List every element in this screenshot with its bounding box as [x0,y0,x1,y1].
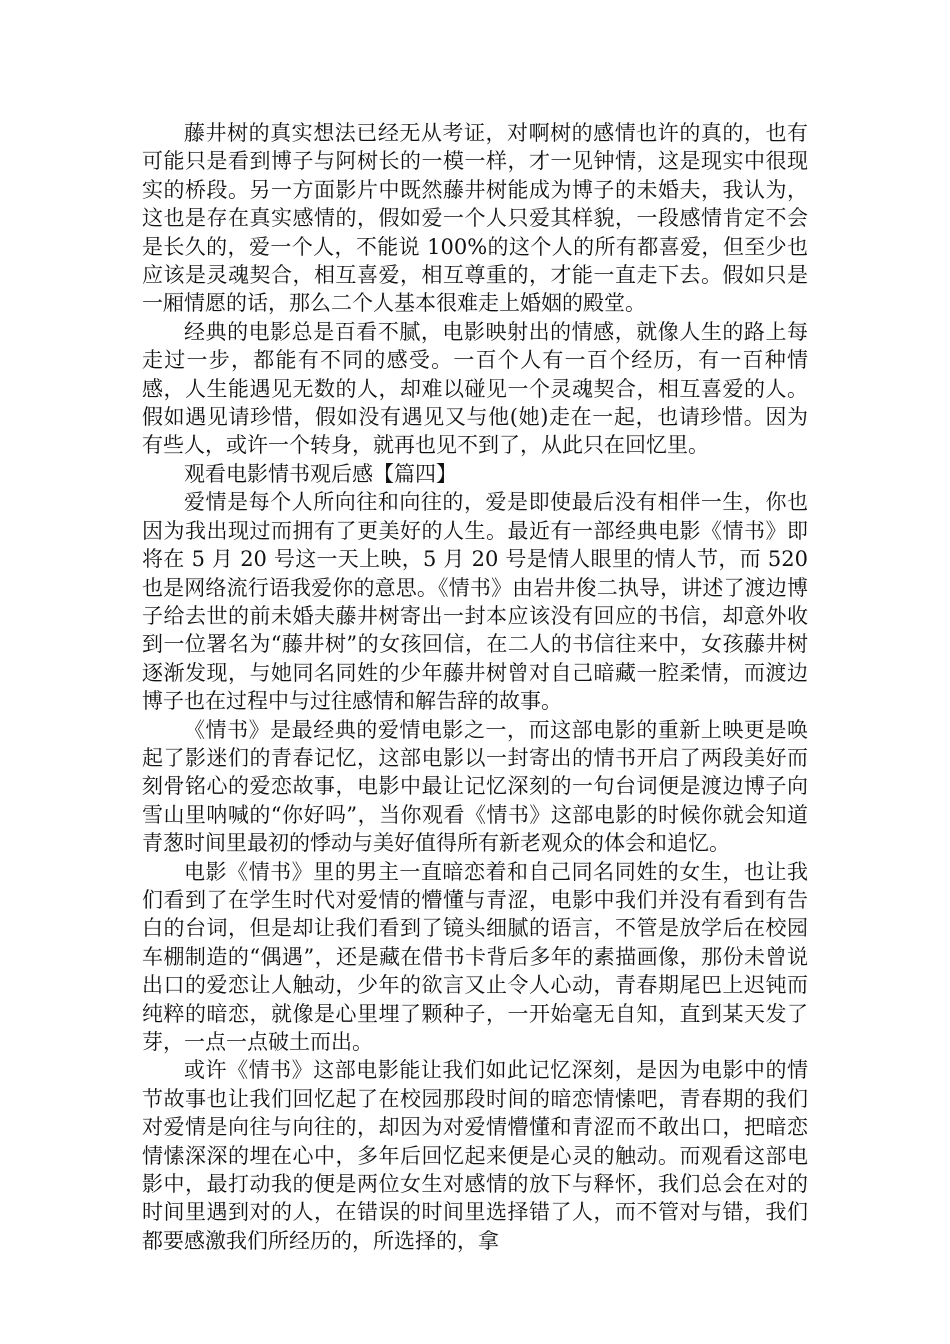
paragraph-6: 或许《情书》这部电影能让我们如此记忆深刻，是因为电影中的情节故事也让我们回忆起了在校园那段时间的暗恋情愫吧，青春期的我们对爱情是向往与向往的，却因为对爱情懵懂和青涩而不敢出口，把暗恋情愫深深的埋在心中，多年后回忆起来便是心灵的触动。而观看这部电影中，最打动我的便是两位女生对感情的放下与释怀，我们总会在对的时间里遇到对的人，在错误的时间里选择错了人，而不管对与错，我们都要感激我们所经历的，所选择的，拿 [142,1058,808,1253]
section-heading: 观看电影情书观后感【篇四】 [184,461,457,486]
paragraph-1: 藤井树的真实想法已经无从考证，对啊树的感情也许的真的，也有可能只是看到博子与阿树长的一模一样，才一见钟情，这是现实中很现实的桥段。另一方面影片中既然藤井树能成为博子的未婚夫，我认为，这也是存在真实感情的，假如爱一个人只爱其样貌，一段感情肯定不会是长久的，爱一个人，不能说 100%的这个人的所有都喜爱，但至少也应该是灵魂契合，相互喜爱，相互尊重的，才能一直走下去。假如只是一厢情愿的话，那么二个人基本很难走上婚姻的殿堂。 [142,121,808,316]
paragraph-2: 经典的电影总是百看不腻，电影映射出的情感，就像人生的路上每走过一步，都能有不同的感受。一百个人有一百个经历，有一百种情感，人生能遇见无数的人，却难以碰见一个灵魂契合，相互喜爱的人。假如遇见请珍惜，假如没有遇见又与他(她)走在一起，也请珍惜。因为有些人，或许一个转身，就再也见不到了，从此只在回忆里。 [142,319,808,458]
paragraph-4: 《情书》是最经典的爱情电影之一，而这部电影的重新上映更是唤起了影迷们的青春记忆，这部电影以一封寄出的情书开启了两段美好而刻骨铭心的爱恋故事，电影中最让记忆深刻的一句台词便是渡边博子向雪山里呐喊的“你好吗”，当你观看《情书》这部电影的时候你就会知道青葱时间里最初的悸动与美好值得所有新老观众的体会和追忆。 [142,717,808,856]
document-body [142,119,808,1255]
paragraph-3: 爱情是每个人所向往和向往的，爱是即使最后没有相伴一生，你也因为我出现过而拥有了更美好的人生。最近有一部经典电影《情书》即将在 5 月 20 号这一天上映，5 月 20 号是情人眼里的情人节，而 520 也是网络流行语我爱你的意思。《情书》由岩井俊二执导，讲述了渡边博子给去世的前未婚夫藤井树寄出一封本应该没有回应的书信，却意外收到一位署名为“藤井树”的女孩回信，在二人的书信往来中，女孩藤井树逐渐发现，与她同名同姓的少年藤井树曾对自己暗藏一腔柔情，而渡边博子也在过程中与过往感情和解告辞的故事。 [142,490,808,714]
paragraph-5: 电影《情书》里的男主一直暗恋着和自己同名同姓的女生，也让我们看到了在学生时代对爱情的懵懂与青涩，电影中我们并没有看到有告白的台词，但是却让我们看到了镜头细腻的语言，不管是放学后在校园车棚制造的“偶遇”，还是藏在借书卡背后多年的素描画像，那份未曾说出口的爱恋让人触动，少年的欲言又止令人心动，青春期尾巴上迟钝而纯粹的暗恋，就像是心里埋了颗种子，一开始毫无自知，直到某天发了芽，一点一点破土而出。 [142,859,808,1054]
